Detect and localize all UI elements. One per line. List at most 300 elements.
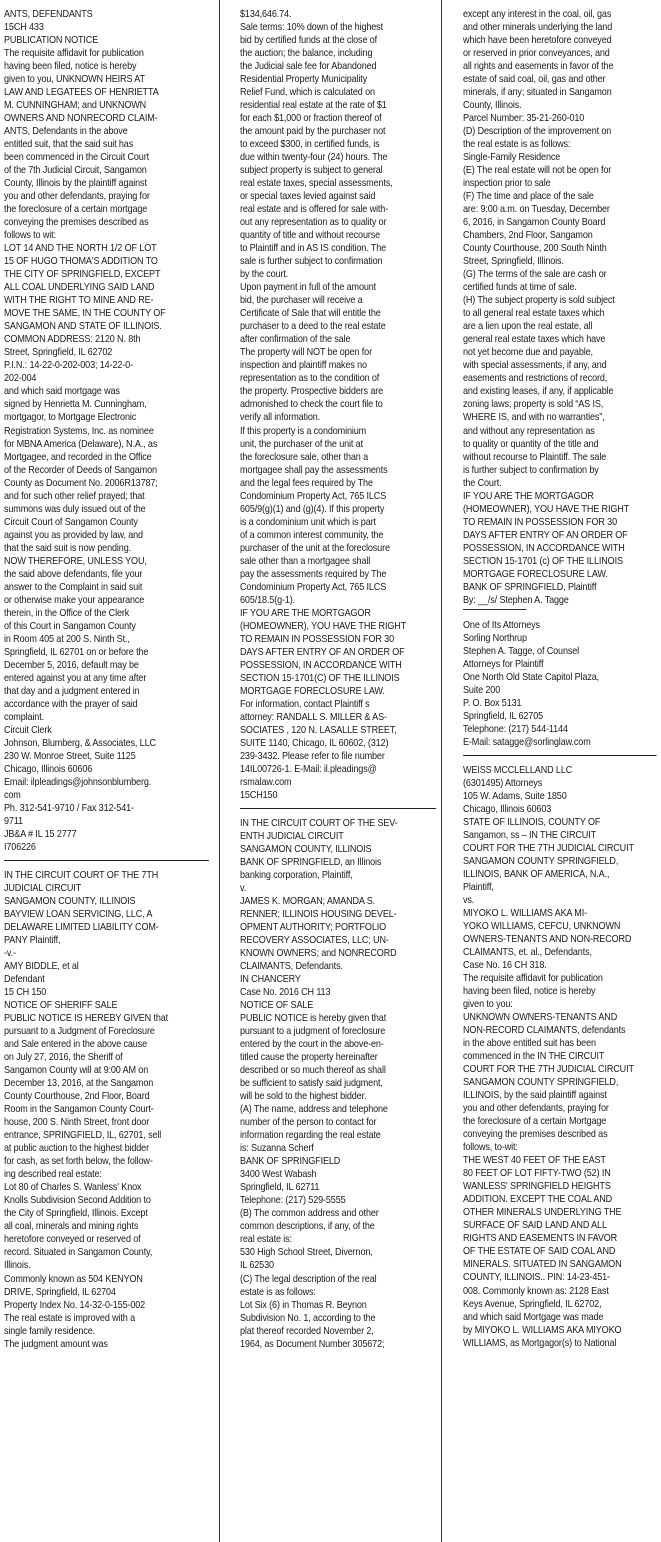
notice-line: AMY BIDDLE, et al [4, 961, 79, 973]
notice-line: and other minerals underlying the land [463, 22, 613, 34]
notice-line: ILLINOIS, BANK OF AMERICA, N.A., [463, 869, 610, 880]
notice-line: zoning laws; property is sold “AS IS, [463, 399, 604, 411]
notice-line: to exceed $300, in certified funds, is [240, 139, 380, 151]
notice-line: is further subject to confirmation by [463, 464, 599, 476]
notice-line: County, Illinois by the plaintiff against [4, 178, 147, 190]
notice-line: Single-Family Residence [463, 152, 561, 164]
notice-line: One North Old State Capitol Plaza, [463, 671, 600, 683]
notice-line: POSSESSION, IN ACCORDANCE WITH [463, 542, 625, 554]
notice-line: that the said suit is now pending. [4, 542, 131, 554]
notice-line: Springfield, IL 62711 [240, 1182, 320, 1194]
notice-line: DAYS AFTER ENTRY OF AN ORDER OF [463, 529, 628, 541]
notice-line: LOT 14 AND THE NORTH 1/2 OF LOT [4, 243, 157, 255]
notice-line: the Court. [463, 477, 502, 489]
notice-line: 14IL00726-1. E-Mail: il.pleadings@ [240, 763, 377, 775]
notice-line: BAYVIEW LOAN SERVICING, LLC, A [4, 909, 153, 921]
notice-line: bid, the purchaser will receive a [240, 295, 363, 307]
notice-line: TO REMAIN IN POSSESSION FOR 30 [463, 516, 617, 528]
notice-line: pursuant to a judgment of foreclosure [240, 1026, 386, 1038]
notice-line: quantity of title and without recourse [240, 230, 381, 242]
notice-line: UNKNOWN OWNERS-TENANTS AND [463, 1012, 618, 1024]
notice-line: commenced in the IN THE CIRCUIT [463, 1051, 605, 1063]
notice-line: SANGAMON COUNTY, ILLINOIS [240, 843, 372, 855]
notice-line: Sangamon, ss – IN THE CIRCUIT [463, 829, 596, 841]
notice-line: or special taxes levied against said [240, 191, 376, 203]
notice-line: Parcel Number: 35-21-260-010 [463, 113, 585, 125]
column-2 [240, 8, 436, 1542]
notice-line: follows, to-wit: [463, 1142, 518, 1154]
notice-line: YOKO WILLIAMS, CEFCU, UNKNOWN [463, 921, 621, 933]
notice-line: Room in the Sangamon County Court- [4, 1104, 154, 1116]
notice-line: on July 27, 2016, the Sheriff of [4, 1052, 123, 1064]
notice-line: SANGAMON AND STATE OF ILLINOIS. [4, 321, 162, 333]
notice-line: Condominium Property Act, 765 ILCS [240, 490, 387, 502]
notice-line: record. Situated in Sangamon County, [4, 1247, 153, 1259]
notice-line: and Sale entered in the above cause [4, 1039, 147, 1051]
column-divider [219, 0, 220, 1542]
notice-line: WANLESS' SPRINGFIELD HEIGHTS [463, 1181, 611, 1193]
notice-line: SECTION 15-1701(C) OF THE ILLINOIS [240, 672, 400, 684]
notice-line: real estate is: [240, 1234, 292, 1246]
notice-line: Chicago, Illinois 60603 [463, 803, 552, 815]
notice-line: all coal, minerals and mining rights [4, 1221, 139, 1233]
notice-line: all rights and easements in favor of the [463, 61, 614, 73]
notice-line: you and other defendants, praying for [4, 191, 150, 203]
notice-line: (C) The legal description of the real [240, 1273, 377, 1285]
notice-line: ILLINOIS, by the said plaintiff against [463, 1090, 607, 1102]
notice-separator [240, 808, 436, 809]
notice-line: CLAIMANTS, et. al., Defendants, [463, 947, 592, 959]
notice-line: E-Mail: satagge@sorlinglaw.com [463, 736, 591, 748]
notice-line: and which said mortgage was [4, 386, 120, 398]
notice-text-block [240, 817, 436, 1351]
notice-line: Circuit Court of Sangamon County [4, 516, 138, 528]
notice-line: verify all information. [240, 412, 321, 424]
notice-line: $134,646.74. [240, 9, 292, 20]
notice-line: (D) Description of the improvement on [463, 126, 612, 138]
notice-line: 6, 2016, in Sangamon County Board [463, 217, 606, 229]
notice-line: Sale terms: 10% down of the highest [240, 22, 383, 34]
notice-line: Lot Six (6) in Thomas R. Beynon [240, 1299, 367, 1311]
notice-line: described or so much thereof as shall [240, 1065, 386, 1077]
notice-line: certified funds at time of sale. [463, 282, 577, 294]
notice-text-block [240, 8, 436, 802]
notice-line: County, Illinois. [463, 100, 522, 112]
notice-line: to all general real estate taxes which [463, 308, 605, 320]
notice-line: for each $1,000 or fraction thereof of [240, 113, 382, 125]
notice-line: single family residence. [4, 1325, 96, 1337]
notice-line: Chambers, 2nd Floor, Sangamon [463, 230, 593, 242]
notice-line: answer to the Complaint in said suit [4, 581, 143, 593]
notice-line: follows to wit: [4, 230, 56, 242]
notice-line: given to you, UNKNOWN HEIRS AT [4, 74, 145, 86]
notice-line: which have been heretofore conveyed [463, 35, 612, 47]
notice-line: given to you: [463, 999, 513, 1011]
notice-line: having been filed, notice is hereby [463, 986, 596, 998]
notice-line: by MIYOKO L. WILLIAMS AKA MIYOKO [463, 1324, 622, 1336]
notice-text-block [463, 619, 657, 749]
notice-line: purchaser to a deed to the real estate [240, 321, 386, 333]
notice-line: Keys Avenue, Springfield, IL 62702, [463, 1298, 602, 1310]
notice-line: com [4, 789, 21, 801]
notice-line: Chicago, Illinois 60606 [4, 763, 93, 775]
notice-line: MINERALS. SITUATED IN SANGAMON [463, 1259, 622, 1271]
notice-line: accordance with the prayer of said [4, 698, 138, 710]
notice-line: without recourse to Plaintiff. The sale [463, 451, 607, 463]
notice-line: that day and a judgment entered in [4, 685, 140, 697]
notice-line: Commonly known as 504 KENYON [4, 1273, 143, 1285]
notice-line: MOVE THE SAME, IN THE COUNTY OF [4, 308, 166, 320]
notice-line: been commenced in the Circuit Court [4, 152, 149, 164]
notice-line: Upon payment in full of the amount [240, 282, 377, 294]
notice-line: OWNERS AND NONRECORD CLAIM- [4, 113, 158, 125]
notice-line: purchaser of the unit at the foreclosure [240, 542, 390, 554]
notice-line: ing described real estate: [4, 1169, 102, 1181]
notice-line: the foreclosure sale, other than a [240, 451, 368, 463]
notice-line: for MBNA America (Delaware), N.A., as [4, 438, 158, 450]
notice-line: P.I.N.: 14-22-0-202-003; 14-22-0- [4, 360, 133, 372]
notice-line: vs. [463, 895, 475, 907]
notice-line: and which said Mortgage was made [463, 1311, 604, 1323]
notice-line: Email: ilpleadings@johnsonblumberg. [4, 776, 152, 788]
notice-line: at public auction to the highest bidder [4, 1143, 149, 1155]
notice-line: 202-004 [4, 373, 37, 385]
notice-line: ALL COAL UNDERLYING SAID LAND [4, 282, 155, 294]
notice-line: If this property is a condominium [240, 425, 367, 437]
notice-line: the auction; the balance, including [240, 48, 373, 60]
notice-line: Ph. 312-541-9710 / Fax 312-541- [4, 802, 134, 814]
notice-line: Street, Springfield, Illinois. [463, 256, 564, 268]
notice-line: entered by the court in the above-en- [240, 1039, 384, 1051]
notice-line: The requisite affidavit for publication [463, 973, 603, 985]
notice-line: and without any representation as [463, 425, 595, 437]
notice-line: unit, the purchaser of the unit at [240, 438, 363, 450]
notice-line: The property will NOT be open for [240, 347, 372, 359]
notice-line: 15CH150 [240, 789, 278, 801]
notice-line: County Courthouse, 200 South Ninth [463, 243, 607, 255]
notice-line: ANTS, DEFENDANTS [4, 9, 93, 20]
notice-line: the real estate is as follows: [463, 139, 571, 151]
notice-line: banking corporation, Plaintiff, [240, 870, 353, 882]
notice-line: Property Index No. 14-32-0-155-002 [4, 1299, 146, 1311]
notice-line: Certificate of Sale that will entitle the [240, 308, 381, 320]
notice-line: not yet become due and payable, [463, 347, 593, 359]
notice-line: real estate and is offered for sale with- [240, 204, 389, 216]
notice-line: of the 7th Judicial Circuit, Sangamon [4, 165, 147, 177]
notice-line: 1964, as Document Number 305672; [240, 1338, 385, 1350]
notice-line: Illinois. [4, 1260, 31, 1272]
notice-line: entitled suit, that the said suit has [4, 139, 134, 151]
notice-line: house, 200 S. Ninth Street, front door [4, 1117, 150, 1129]
notice-line: mortgagee shall pay the assessments [240, 464, 388, 476]
notice-line: PUBLIC NOTICE is hereby given that [240, 1013, 387, 1025]
notice-line: the property. Prospective bidders are [240, 386, 384, 398]
notice-line: number of the person to contact for [240, 1117, 377, 1129]
notice-line: except any interest in the coal, oil, gas [463, 9, 612, 20]
notice-line: 239-3432. Please refer to file number [240, 750, 385, 762]
notice-line: mortgagor, to Mortgage Electronic [4, 412, 137, 424]
notice-line: SECTION 15-1701 (c) OF THE ILLINOIS [463, 555, 623, 567]
notice-separator [4, 860, 209, 861]
notice-line: WHERE IS, and with no warranties”, [463, 412, 605, 424]
notice-line: Subdivision No. 1, according to the [240, 1312, 376, 1324]
notice-line: against you as provided by law, and [4, 529, 143, 541]
notice-line: (E) The real estate will not be open for [463, 165, 612, 177]
notice-line: out any representation as to quality or [240, 217, 387, 229]
notice-line: WITH THE RIGHT TO MINE AND RE- [4, 295, 154, 307]
notice-line: residential real estate at the rate of $1 [240, 100, 387, 112]
notice-line: real estate taxes, special assessments, [240, 178, 393, 190]
notice-line: having been filed, notice is hereby [4, 61, 137, 73]
notice-line: POSSESSION, IN ACCORDANCE WITH [240, 659, 402, 671]
notice-line: OTHER MINERALS UNDERLYING THE [463, 1207, 622, 1219]
notice-line: SANGAMON COUNTY, ILLINOIS [4, 896, 136, 908]
notice-line: Sorling Northrup [463, 632, 527, 644]
notice-line: be sufficient to satisfy said judgment, [240, 1078, 383, 1090]
notice-line: SURFACE OF SAID LAND AND ALL [463, 1220, 607, 1232]
notice-line: Residential Property Municipality [240, 74, 368, 86]
notice-line: with special assessments, if any, and [463, 360, 607, 372]
notice-line: DRIVE, Springfield, IL 62704 [4, 1286, 116, 1298]
notice-line: OF THE ESTATE OF SAID COAL AND [463, 1246, 616, 1258]
notice-line: IF YOU ARE THE MORTGAGOR [463, 490, 594, 502]
notice-line: signed by Henrietta M. Cunningham, [4, 399, 147, 411]
notice-line: inspection prior to sale [463, 178, 551, 190]
notice-line: STATE OF ILLINOIS, COUNTY OF [463, 816, 601, 828]
notice-line: or reserved in prior conveyances, and [463, 48, 610, 60]
notice-line: RECOVERY ASSOCIATES, LLC; UN- [240, 935, 389, 947]
notice-line: minerals, if any; situated in Sangamon [463, 87, 612, 99]
column-1 [4, 8, 209, 1542]
notice-line: IN THE CIRCUIT COURT OF THE SEV- [240, 817, 398, 829]
notice-line: v. [240, 883, 247, 895]
notice-line: (A) The name, address and telephone [240, 1104, 388, 1116]
notice-line: conveying the premises described as [463, 1129, 608, 1141]
notice-line: summons was duly issued out of the [4, 503, 146, 515]
notice-line: (HOMEOWNER), YOU HAVE THE RIGHT [240, 620, 407, 632]
notice-line: 3400 West Wabash [240, 1169, 317, 1181]
notice-line: in the above entitled suit has been [463, 1038, 596, 1050]
notice-line: BANK OF SPRINGFIELD, an Illinois [240, 857, 382, 868]
notice-line: the amount paid by the purchaser not [240, 126, 386, 138]
notice-line: County as Document No. 2006R13787; [4, 477, 158, 489]
notice-line: Stephen A. Tagge, of Counsel [463, 645, 580, 657]
notice-line: are: 9:00 a.m. on Tuesday, December [463, 204, 610, 216]
notice-line: The real estate is improved with a [4, 1312, 135, 1324]
notice-line: Attorneys for Plaintiff [463, 658, 544, 670]
notice-line: plat thereof recorded November 2, [240, 1325, 374, 1337]
notice-line: Knolls Subdivision Second Addition to [4, 1195, 151, 1207]
notice-line: easements and restrictions of record, [463, 373, 608, 385]
notice-line: WILLIAMS, as Mortgagor(s) to National [463, 1337, 617, 1349]
notice-line: therein, in the Office of the Clerk [4, 607, 130, 619]
notice-line: For information, contact Plaintiff s [240, 698, 370, 710]
notice-line: COURT FOR THE 7TH JUDICIAL CIRCUIT [463, 842, 634, 854]
notice-line: due within twenty-four (24) hours. The [240, 152, 388, 164]
notice-line: titled cause the property hereinafter [240, 1052, 378, 1064]
notice-line: are a lien upon the real estate, all [463, 321, 593, 333]
notice-line: after confirmation of the sale [240, 334, 351, 346]
notice-line: IN THE CIRCUIT COURT OF THE 7TH [4, 870, 159, 882]
notice-line: inspection and plaintiff makes no [240, 360, 367, 372]
notice-line: Telephone: (217) 544-1144 [463, 723, 568, 735]
notice-line: the said above defendants, file your [4, 568, 143, 580]
notice-line: admonished to check the court file to [240, 399, 383, 411]
notice-line: subject property is subject to general [240, 165, 383, 177]
notice-line: Street, Springfield, IL 62702 [4, 347, 113, 359]
notice-line: OPMENT AUTHORITY; PORTFOLIO [240, 922, 387, 934]
notice-line: Case No. 16 CH 318. [463, 960, 547, 972]
notice-line: in Room 405 at 200 S. Ninth St., [4, 633, 130, 645]
notice-line: ADDITION. EXCEPT THE COAL AND [463, 1194, 613, 1206]
notice-line: and existing leases, if any, if applicable [463, 386, 614, 398]
notice-line: to quality or quantity of the title and [463, 438, 599, 450]
notice-line: Mortgagee, and recorded in the Office [4, 451, 152, 463]
notice-line: 530 High School Street, Divernon, [240, 1247, 373, 1259]
notice-line: MORTGAGE FORECLOSURE LAW. [463, 568, 608, 580]
notice-line: December 13, 2016, at the Sangamon [4, 1078, 154, 1090]
notice-line: 80 FEET OF LOT FIFTY-TWO (52) IN [463, 1168, 611, 1180]
notice-line: the City of Springfield, Illinois. Except [4, 1208, 148, 1220]
notice-line: general real estate taxes which have [463, 334, 606, 346]
notice-text-block [463, 764, 657, 1350]
notice-line: Relief Fund, which is calculated on [240, 87, 375, 99]
notice-line: By: __/s/ Stephen A. Tagge [463, 594, 569, 606]
column-divider [441, 0, 442, 1542]
notice-line: conveying the premises described as [4, 217, 149, 229]
notice-line: 9711 [4, 815, 23, 827]
notice-line: pay the assessments required by The [240, 568, 387, 580]
notice-line: you and other defendants, praying for [463, 1103, 609, 1115]
notice-line: 105 W. Adams, Suite 1850 [463, 790, 567, 802]
notice-line: Springfield, IL 62705 [463, 710, 544, 722]
notice-line: Defendant [4, 974, 45, 986]
notice-line: (F) The time and place of the sale [463, 191, 594, 203]
notice-line: NOW THEREFORE, UNLESS YOU, [4, 555, 147, 567]
notice-line: TO REMAIN IN POSSESSION FOR 30 [240, 633, 394, 645]
notice-line: ENTH JUDICIAL CIRCUIT [240, 830, 344, 842]
notice-line: December 5, 2016, default may be [4, 659, 139, 671]
notice-line: entered against you at any time after [4, 672, 147, 684]
notice-line: is a condominium unit which is part [240, 516, 376, 528]
notice-separator [463, 755, 657, 756]
notice-line: complaint. [4, 711, 44, 723]
notice-line: SANGAMON COUNTY SPRINGFIELD, [463, 1077, 619, 1089]
signature-line [463, 609, 526, 610]
notice-line: I706226 [4, 842, 36, 853]
notice-line: is: Suzanna Scherf [240, 1143, 314, 1155]
notice-line: JAMES K. MORGAN; AMANDA S. [240, 896, 376, 908]
notice-line: pursuant to a Judgment of Foreclosure [4, 1026, 155, 1038]
notice-line: One of Its Attorneys [463, 619, 540, 631]
notice-line: BANK OF SPRINGFIELD, Plaintiff [463, 581, 597, 593]
notice-line: COURT FOR THE 7TH JUDICIAL CIRCUIT [463, 1064, 634, 1076]
notice-line: bid by certified funds at the close of [240, 35, 378, 47]
notice-line: sale other than a mortgagee shall [240, 555, 371, 567]
notice-line: the foreclosure of a certain mortgage [4, 204, 148, 216]
notice-line: of a common interest community, the [240, 529, 384, 541]
notice-line: The requisite affidavit for publication [4, 48, 144, 60]
notice-line: (HOMEOWNER), YOU HAVE THE RIGHT [463, 503, 630, 515]
notice-line: KNOWN OWNERS; and NONRECORD [240, 948, 397, 960]
notice-line: Suite 200 [463, 684, 501, 696]
notice-line: LAW AND LEGATEES OF HENRIETTA [4, 87, 159, 99]
notice-line: MORTGAGE FORECLOSURE LAW. [240, 685, 385, 697]
notice-line: JUDICIAL CIRCUIT [4, 883, 82, 895]
notice-line: Lot 80 of Charles S. Wanless' Knox [4, 1182, 142, 1194]
notice-line: Circuit Clerk [4, 724, 52, 736]
notice-line: Telephone: (217) 529-5555 [240, 1195, 346, 1207]
notice-line: RIGHTS AND EASEMENTS IN FAVOR [463, 1233, 618, 1245]
notice-line: rsmalaw.com [240, 776, 292, 788]
notice-line: 008. Commonly known as: 2128 East [463, 1285, 609, 1297]
notice-line: of this Court in Sangamon County [4, 620, 136, 632]
notice-line: and the legal fees required by The [240, 477, 373, 489]
notice-text-block [4, 869, 209, 1351]
notice-line: SUITE 1140, Chicago, IL 60602, (312) [240, 737, 389, 749]
notice-line: THE CITY OF SPRINGFIELD, EXCEPT [4, 269, 161, 281]
notice-line: (6301495) Attorneys [463, 777, 543, 789]
notice-line: for cash, as set forth below, the follow- [4, 1156, 153, 1168]
notice-line: COMMON ADDRESS: 2120 N. 8th [4, 334, 141, 346]
notice-line: of the Recorder of Deeds of Sangamon [4, 464, 157, 476]
notice-line: attorney: RANDALL S. MILLER & AS- [240, 711, 387, 723]
notice-line: Case No. 2016 CH 113 [240, 987, 331, 999]
notice-line: (B) The common address and other [240, 1208, 379, 1220]
notice-line: and for such other relief prayed; that [4, 490, 145, 502]
notice-line: OWNERS-TENANTS AND NON-RECORD [463, 934, 632, 946]
notice-line: COUNTY, ILLINOIS.. PIN: 14-23-451- [463, 1272, 610, 1284]
notice-line: BANK OF SPRINGFIELD [240, 1156, 341, 1168]
notice-line: M. CUNNINGHAM; and UNKNOWN [4, 100, 147, 112]
notice-line: DELAWARE LIMITED LIABILITY COM- [4, 922, 159, 934]
notice-line: RENNER; ILLINOIS HOUSING DEVEL- [240, 909, 397, 921]
notice-line: CLAIMANTS, Defendants. [240, 961, 343, 973]
notice-line: Springfield, IL 62701 on or before the [4, 646, 149, 658]
notice-line: NOTICE OF SHERIFF SALE [4, 1000, 118, 1012]
notice-line: or otherwise make your appearance [4, 594, 145, 606]
notice-text-block [463, 8, 657, 607]
notice-line: estate is as follows: [240, 1286, 316, 1298]
notice-line: Plaintiff, [463, 882, 494, 894]
notice-line: sale is further subject to confirmation [240, 256, 383, 268]
notice-line: -v.- [4, 948, 16, 960]
notice-line: IN CHANCERY [240, 974, 301, 986]
notice-line: entrance, SPRINGFIELD, IL, 62701, sell [4, 1130, 162, 1142]
notice-line: representation as to the condition of [240, 373, 380, 385]
notice-line: 15CH 433 [4, 22, 44, 34]
notice-line: P. O. Box 5131 [463, 697, 522, 709]
notice-line: heretofore conveyed or reserved of [4, 1234, 141, 1246]
notice-line: Condominium Property Act, 765 ILCS [240, 581, 387, 593]
notice-line: NOTICE OF SALE [240, 1000, 314, 1012]
notice-line: common descriptions, if any, of the [240, 1221, 375, 1233]
notice-line: by the court. [240, 269, 289, 281]
notice-line: WEISS MCCLELLAND LLC [463, 764, 573, 776]
notice-line: 605/18.5(g-1). [240, 594, 296, 606]
notice-line: Sangamon County will at 9:00 AM on [4, 1065, 149, 1077]
notice-line: to Plaintiff and in AS IS condition. The [240, 243, 387, 255]
notice-line: will be sold to the highest bidder. [240, 1091, 367, 1103]
notice-line: 15 OF HUGO THOMA'S ADDITION TO [4, 256, 158, 268]
notice-line: SOCIATES , 120 N. LASALLE STREET, [240, 724, 397, 736]
notice-line: SANGAMON COUNTY SPRINGFIELD, [463, 855, 619, 867]
notice-line: (H) The subject property is sold subject [463, 295, 615, 307]
notice-line: (G) The terms of the sale are cash or [463, 269, 607, 281]
notice-text-block [4, 8, 209, 854]
notice-line: DAYS AFTER ENTRY OF AN ORDER OF [240, 646, 405, 658]
notice-line: the foreclosure of a certain Mortgage [463, 1116, 607, 1128]
